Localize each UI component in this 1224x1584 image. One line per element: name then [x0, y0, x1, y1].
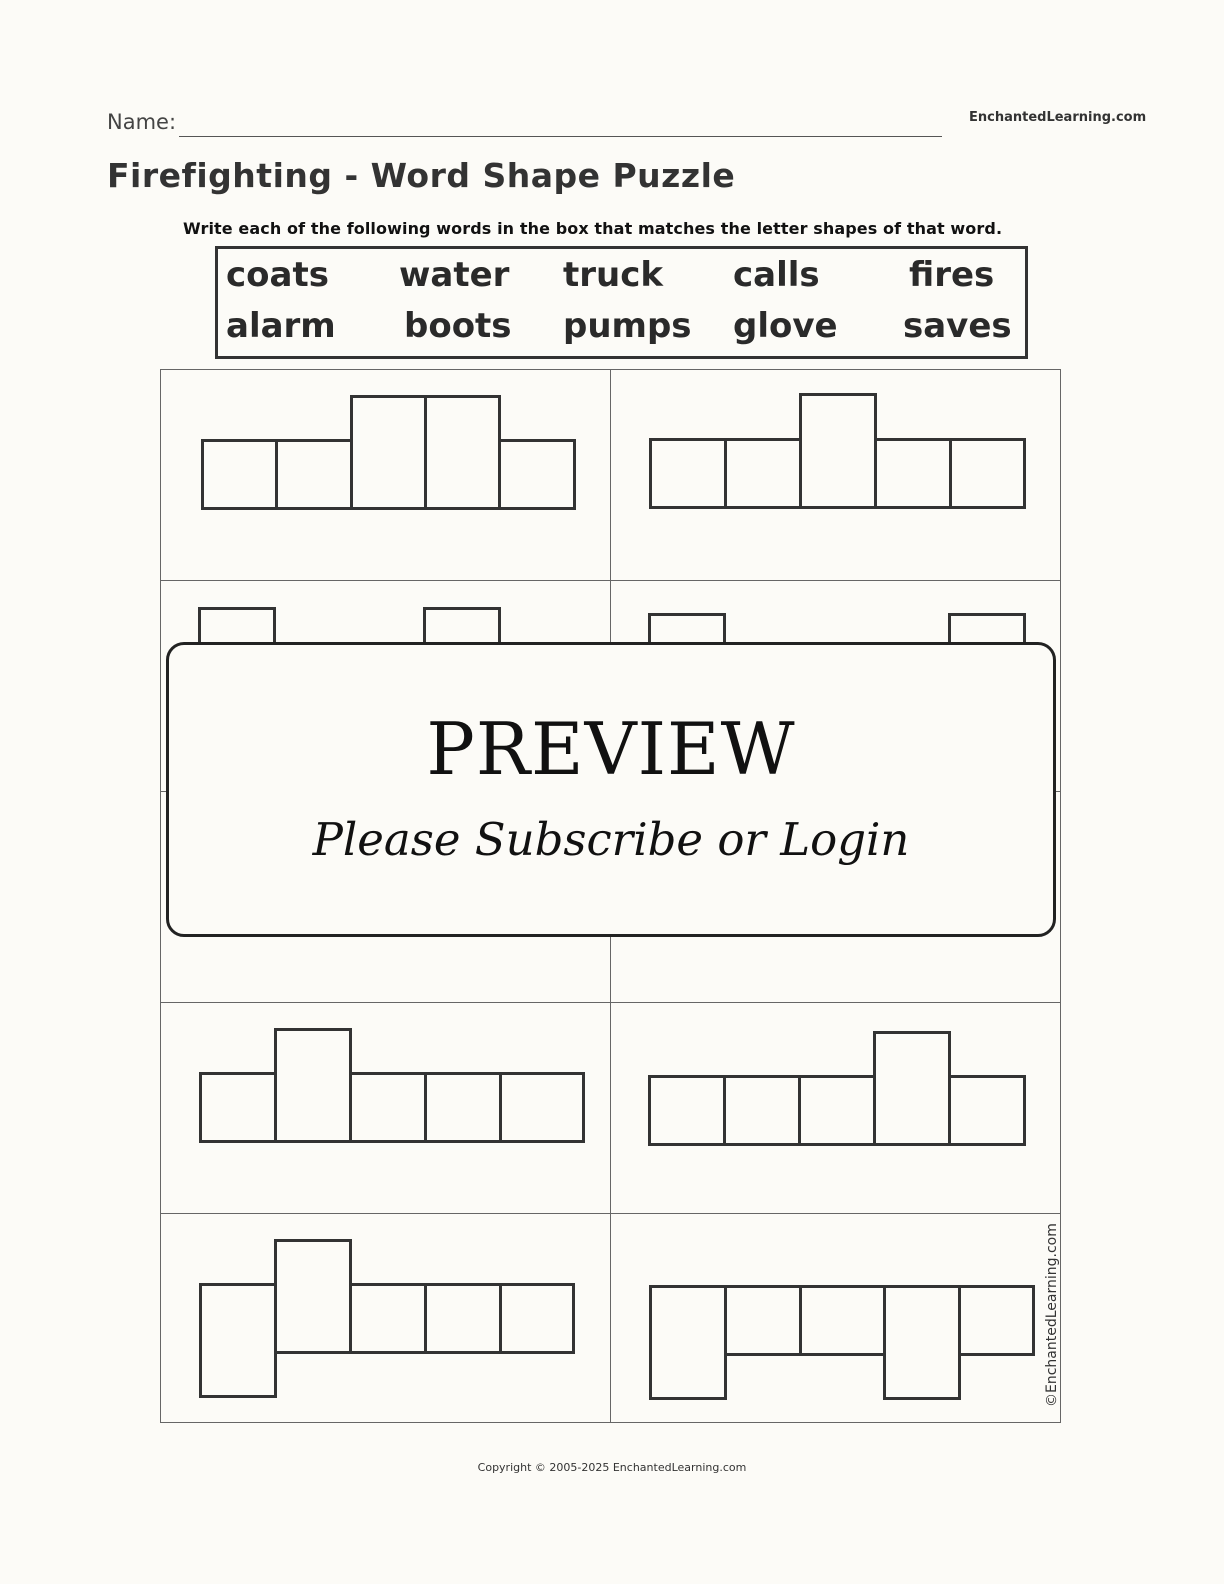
letter-box[interactable] [201, 439, 278, 510]
puzzle-cell [610, 1213, 1061, 1423]
letter-box[interactable] [499, 1072, 585, 1143]
letter-box[interactable] [424, 395, 501, 510]
letter-box[interactable] [199, 1072, 277, 1143]
preview-overlay[interactable] [166, 642, 1056, 937]
letter-box[interactable] [349, 1283, 427, 1354]
letter-box[interactable] [649, 438, 727, 509]
letter-box[interactable] [648, 1075, 726, 1146]
name-line[interactable] [179, 136, 942, 137]
site-name: EnchantedLearning.com [969, 110, 1147, 125]
word-bank [215, 246, 1028, 359]
letter-box[interactable] [424, 1283, 502, 1354]
word-bank-word: saves [903, 306, 1012, 346]
letter-box[interactable] [274, 1239, 352, 1354]
word-bank-word: glove [733, 306, 838, 346]
letter-box[interactable] [798, 1075, 876, 1146]
name-label: Name: [107, 110, 177, 134]
letter-box[interactable] [958, 1285, 1035, 1356]
letter-box[interactable] [799, 1285, 886, 1356]
instructions: Write each of the following words in the box that matches the letter shapes of that word. [183, 219, 1003, 238]
word-bank-word: boots [404, 306, 512, 346]
puzzle-cell [610, 1002, 1061, 1214]
subscribe-login-link[interactable]: Please Subscribe or Login [312, 813, 910, 866]
puzzle-cell [160, 1213, 611, 1423]
letter-box[interactable] [948, 1075, 1026, 1146]
letter-box[interactable] [723, 1075, 801, 1146]
name-row [107, 110, 943, 140]
preview-title: PREVIEW [426, 707, 796, 791]
letter-box[interactable] [424, 1072, 502, 1143]
letter-box[interactable] [649, 1285, 727, 1400]
letter-box[interactable] [724, 1285, 802, 1356]
word-bank-word: truck [563, 255, 663, 295]
word-bank-word: coats [226, 255, 329, 295]
letter-box[interactable] [199, 1283, 277, 1398]
word-bank-word: alarm [226, 306, 336, 346]
word-bank-word: fires [909, 255, 995, 295]
letter-box[interactable] [349, 1072, 427, 1143]
letter-box[interactable] [724, 438, 802, 509]
page-title: Firefighting - Word Shape Puzzle [107, 156, 736, 195]
side-credit: ©EnchantedLearning.com [1044, 1223, 1060, 1407]
letter-box[interactable] [949, 438, 1026, 509]
letter-box[interactable] [799, 393, 877, 509]
letter-box[interactable] [499, 1283, 575, 1354]
puzzle-cell [160, 1002, 611, 1214]
letter-box[interactable] [274, 1028, 352, 1143]
copyright: Copyright © 2005-2025 EnchantedLearning.com [477, 1461, 747, 1474]
letter-box[interactable] [275, 439, 353, 510]
word-bank-word: water [399, 255, 510, 295]
letter-box[interactable] [874, 438, 952, 509]
word-bank-word: calls [733, 255, 820, 295]
word-bank-word: pumps [563, 306, 692, 346]
letter-box[interactable] [498, 439, 576, 510]
letter-box[interactable] [873, 1031, 951, 1146]
letter-box[interactable] [350, 395, 427, 510]
puzzle-cell [610, 369, 1061, 581]
letter-box[interactable] [883, 1285, 961, 1400]
puzzle-cell [160, 369, 611, 581]
